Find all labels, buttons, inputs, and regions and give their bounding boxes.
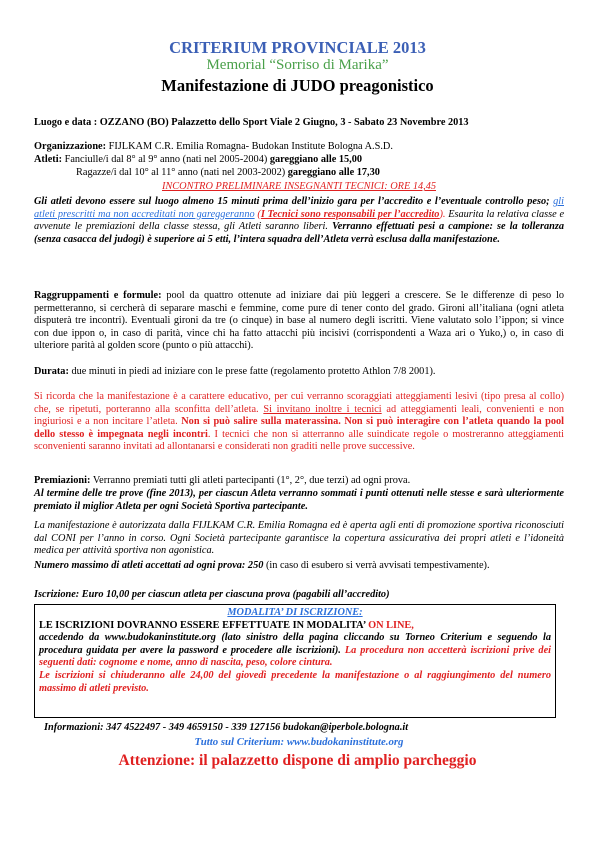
max-athletes-text: (in caso di esubero si verrà avvisati tempestivamente). (263, 560, 490, 571)
duration-line (34, 366, 564, 379)
online-note: ON LINE, (365, 619, 414, 631)
max-athletes-paragraph (34, 560, 564, 573)
document-title: CRITERIUM PROVINCIALE 2013 (169, 38, 426, 57)
arrival-text-2: Esaurita la relativa classe e avvenute le premiazioni della classe stessa, gli Atleti saranno liberi. (34, 208, 565, 233)
arrival-paragraph: Gli atleti devono essere sul luogo almeno 15 minuti prima dell’inizio gara per l’accredito e l’eventuale controllo peso; gli atleti prescritti ma non accreditati non gareggeranno (I Tecnici sono responsabili per l’accredito). Esaurita la relativa classe e avvenute le premiazioni della classe stessa, gli Atleti saranno liberi. Verranno effettuati pesi a campione: se la tolleranza (senza casacca del judogi) è superiore ai 5 etti, l’intera squadra dell’Atleta verrà esclusa dalla manifestazione. (34, 196, 565, 245)
registration-title: MODALITA’ DI ISCRIZIONE: (227, 607, 363, 618)
registration-line-2: accedendo da www.budokaninstitute.org (lato sinistro della pagina cliccando su Torneo Criterium e seguendo la procedura guidata per avere la password e procedere alle iscrizioni). La procedura non accetterà iscrizioni prive dei seguenti dati: cognome e nome, anno di nascita, peso, colore cintura. (39, 632, 551, 669)
arrival-technicians-note: I Tecnici sono responsabili per l’accredito (260, 208, 440, 220)
awards-text: Verranno premiati tutti gli atleti partecipanti (1°, 2°, due terzi) ad ogni prova. (92, 475, 411, 486)
educational-paragraph (34, 391, 564, 454)
organization-line (34, 141, 564, 154)
groupings-paragraph (34, 290, 564, 353)
registration-box (34, 604, 556, 718)
arrival-text-1: Gli atleti devono essere sul luogo almeno 15 minuti prima dell’inizio gara per l’accredito e l’eventuale controllo peso; (34, 196, 550, 207)
required-data-note: La procedura non accetterà iscrizioni prive dei seguenti dati: cognome e nome, anno di nascita, peso, colore cintura. (39, 644, 551, 669)
fee-line: Iscrizione: Euro 10,00 per ciascun atleta per ciascuna prova (pagabili all’accredito) (34, 589, 390, 600)
educational-text-1: Si ricorda che la manifestazione è a carattere educativo, per cui verranno scoraggiati atteggiamenti lesivi (tipo presa al collo) che, se ripetuti, porteranno alla sconfitta dell’atleta. (34, 391, 564, 415)
athletes-label: Atleti: (34, 154, 63, 165)
organization-label: Organizzazione: (34, 141, 107, 152)
groupings-label: Raggruppamenti e formule: (34, 290, 162, 301)
website-line: Tutto sul Criterium: www.budokaninstitute.org (194, 736, 404, 748)
registration-deadline: Le iscrizioni si chiuderanno alle 24,00 del giovedì precedente la manifestazione o al raggiungimento del numero massimo di atleti previsto. (39, 669, 551, 694)
meeting-notice: INCONTRO PRELIMINARE INSEGNANTI TECNICI: ORE 14,45 (161, 181, 436, 192)
memorial-subtitle: Memorial “Sorriso di Marika” (206, 57, 389, 73)
max-athletes-label: Numero massimo di atleti accettati ad ogni prova: 250 (34, 560, 264, 571)
awards-paragraph (34, 475, 564, 488)
athletes-line-2 (76, 167, 564, 180)
duration-text: due minuti in piedi ad iniziare con le prese fatte (regolamento protetto Athlon 7/8 2001). (68, 366, 436, 377)
authorization-paragraph: La manifestazione è autorizzata dalla FIJLKAM C.R. Emilia Romagna ed è aperta agli enti di promozione sportiva riconosciuti dal CONI per l’anno in corso. Ogni Società partecipante garantisce la copertura assicurativa dei propri atleti e l’idoneità medica per attività sportiva non agonistica. (34, 520, 564, 557)
event-heading: Manifestazione di JUDO preagonistico (161, 76, 434, 95)
athletes-group-1: Fanciulle/i dal 8° al 9° anno (nati nel 2005-2004) (64, 154, 268, 165)
arrival-text-3: Verranno effettuati pesi a campione: se la tolleranza (senza casacca del judogi) è superiore ai 5 etti, l’intera squadra dell’Atleta verrà esclusa dalla manifestazione. (34, 221, 565, 245)
athletes-group-1-time: gareggiano alle 15,00 (269, 154, 363, 165)
awards-final: Al termine delle tre prove (fine 2013), per ciascun Atleta verranno sommati i punti ottenuti nelle stesse e sarà ulteriormente premiato il miglior Atleta per ogni Società Sportiva partecipante. (34, 488, 564, 512)
arrival-unaccredited-note: gli atleti prescritti ma non accreditati non gareggeranno (34, 196, 564, 220)
info-contacts: Informazioni: 347 4522497 - 349 4659150 - 339 127156 budokan@iperbole.bologna.it (44, 722, 409, 733)
registration-line-1: LE ISCRIZIONI DOVRANNO ESSERE EFFETTUATE IN MODALITA’ ON LINE, (39, 619, 414, 631)
awards-label: Premiazioni: (34, 475, 91, 486)
educational-text-2: Si invitano inoltre i tecnici (263, 403, 382, 415)
parking-notice: Attenzione: il palazzetto dispone di amplio parcheggio (118, 752, 477, 769)
place-date-line (34, 117, 564, 130)
athletes-group-2-time: gareggiano alle 17,30 (287, 167, 380, 178)
athletes-line-1 (34, 154, 564, 167)
organization-value: FIJLKAM C.R. Emilia Romagna- Budokan Institute Bologna A.S.D. (108, 141, 393, 152)
place-value: OZZANO (BO) Palazzetto dello Sport Viale 2 Giugno, 3 - Sabato 23 Novembre 2013 (99, 117, 469, 128)
athletes-group-2: Ragazze/i dal 10° al 11° anno (nati nel 2003-2002) (76, 167, 286, 178)
duration-label: Durata: (34, 366, 69, 377)
educational-text-3: ad atteggiamenti leali, convenienti e non ingiuriosi e a non incitare l’atleta. (34, 403, 564, 428)
place-label: Luogo e data : (34, 117, 98, 128)
groupings-text: pool da quattro ottenute ad iniziare dai più leggeri a crescere. Se le differenze di peso lo permetteranno, si cercherà di separare maschi e femmine, come pure di tener conto del grado. Gironi all’italiana (ogni atleta disputerà tre incontri). Eventuali gironi da tre (o cinque) in base al numero degli iscritti. Viene valutato solo l’ippon; si vince con due ippon o, in caso di parità, vince chi ha fatto attacchi più incisivi (corrispondenti a Waza ari o Yuko,) o, in caso di ulteriore parità al golden score (punto o più attacchi). (34, 290, 564, 352)
educational-text-4: Non si può salire sulla materassina. Non si può interagire con l’atleta quando la pool dello stesso è impegnata negli incontri (34, 416, 564, 440)
educational-text-5: . I tecnici che non si atterranno alle suindicate regole o mostreranno atteggiamenti sconvenienti saranno invitati ad allontanarsi e considerati non graditi nelle prove successive. (34, 428, 564, 453)
